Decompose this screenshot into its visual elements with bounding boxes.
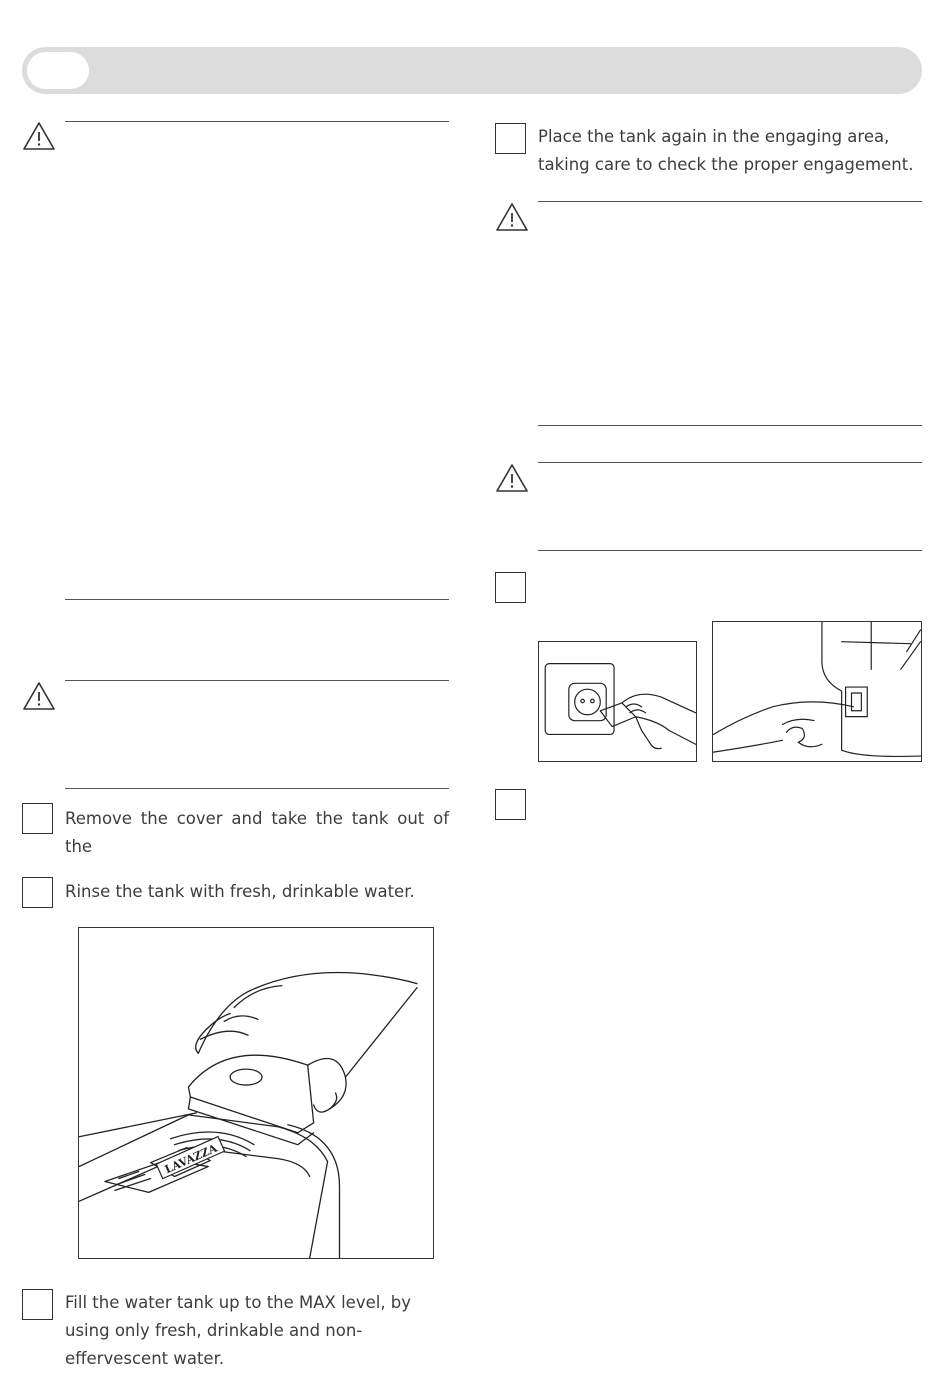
step-number-box (495, 789, 526, 820)
warning-top-rule (538, 462, 922, 463)
step-number-box (495, 572, 526, 603)
warning-bottom-rule (65, 788, 449, 789)
step-number-box (22, 803, 53, 834)
step-fill-tank-text: Fill the water tank up to the MAX level, by using only fresh, drinkable and non-effervescent water. (65, 1293, 412, 1368)
warning-icon (495, 463, 529, 493)
warning-top-rule (65, 680, 449, 681)
warning-top-rule (65, 121, 449, 122)
plug-into-wall-socket-drawing (539, 642, 696, 761)
warning-bottom-rule (538, 550, 922, 551)
warning-top-rule (538, 201, 922, 202)
step-rinse-tank-text: Rinse the tank with fresh, drinkable water. (65, 882, 415, 901)
warning-bottom-rule (65, 599, 449, 600)
step-remove-cover-text: Remove the cover and take the tank out of the (65, 809, 449, 856)
warning-icon (22, 121, 56, 151)
step-number-box (22, 877, 53, 908)
tank-removal-illustration (78, 927, 434, 1259)
step-place-tank-text: Place the tank again in the engaging area, taking care to check the proper engagement. (538, 127, 914, 174)
step-number-box (22, 1289, 53, 1320)
finger-pressing-switch-drawing (713, 622, 921, 761)
plug-in-socket-illustration (538, 641, 697, 762)
section-header-bar (22, 47, 922, 94)
warning-bottom-rule (538, 425, 922, 426)
hand-lifting-tank-drawing (79, 928, 433, 1258)
warning-icon (495, 202, 529, 232)
warning-icon (22, 681, 56, 711)
lavazza-brand-text: LAVAZZA (162, 1141, 220, 1177)
section-number-pill (27, 52, 89, 89)
power-switch-illustration (712, 621, 922, 762)
step-number-box (495, 123, 526, 154)
